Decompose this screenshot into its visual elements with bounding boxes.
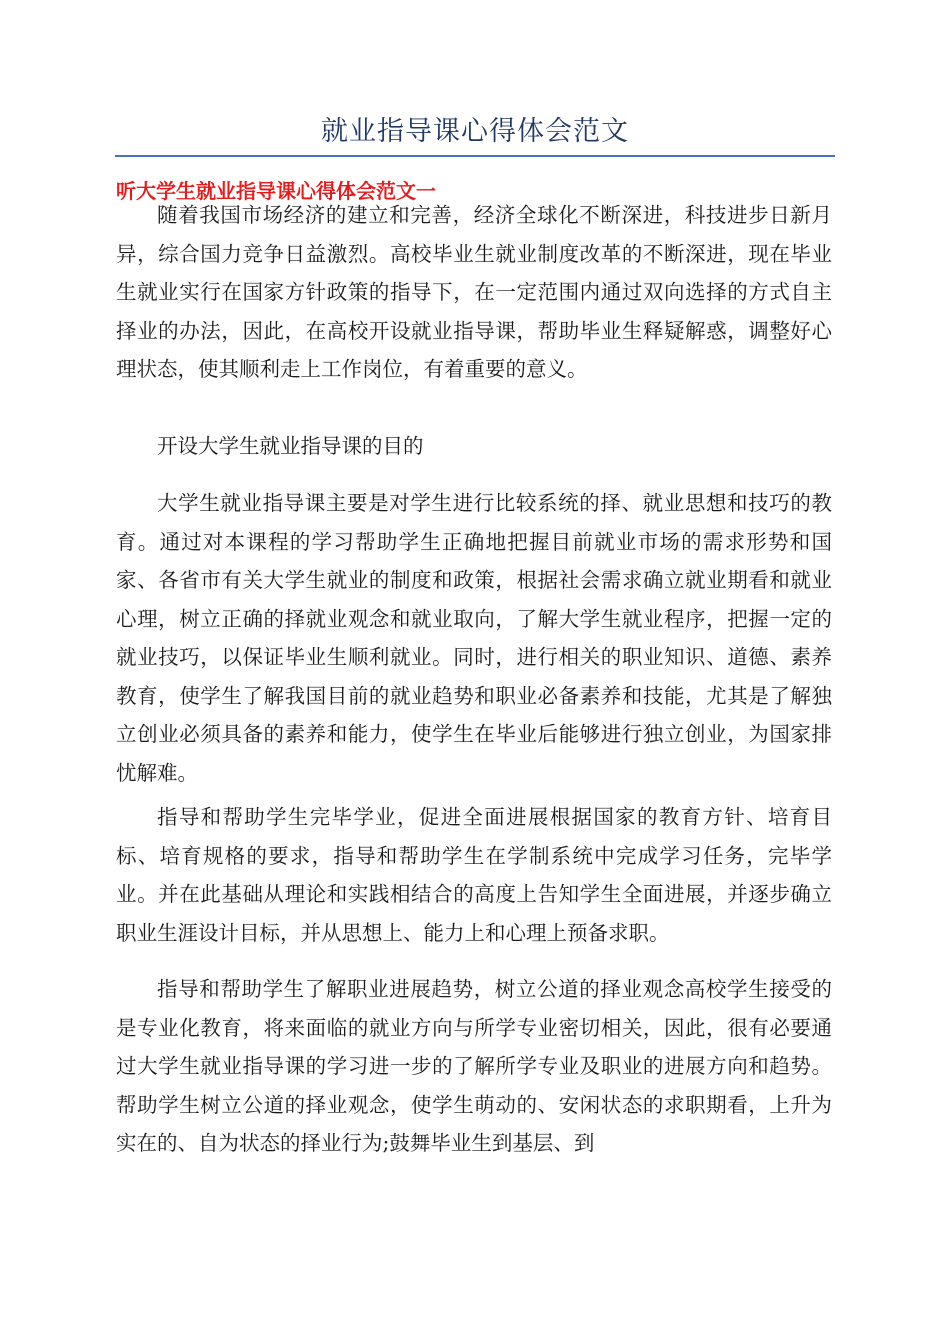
page-title: 就业指导课心得体会范文 (321, 116, 629, 147)
paragraph: 指导和帮助学生了解职业进展趋势，树立公道的择业观念高校学生接受的是专业化教育，将来面临的就业方向与所学专业密切相关，因此，很有必要通过大学生就业指导课的学习进一步的了解所学专业及职业的进展方向和趋势。帮助学生树立公道的择业观念，使学生萌动的、安闲状态的求职期看，上升为实在的、自为状态的择业行为;鼓舞毕业生到基层、到 (116, 977, 832, 1155)
paragraph: 大学生就业指导课主要是对学生进行比较系统的择、就业思想和技巧的教育。通过对本课程的学习帮助学生正确地把握目前就业市场的需求形势和国家、各省市有关大学生就业的制度和政策，根据社会需求确立就业期看和就业心理，树立正确的择就业观念和就业取向，了解大学生就业程序，把握一定的就业技巧，以保证毕业生顺利就业。同时，进行相关的职业知识、道德、素养教育，使学生了解我国目前的就业趋势和职业必备素养和技能，尤其是了解独立创业必须具备的素养和能力，使学生在毕业后能够进行独立创业，为国家排忧解难。 (116, 491, 832, 785)
paragraph: 随着我国市场经济的建立和完善，经济全球化不断深进，科技进步日新月异，综合国力竞争日益激烈。高校毕业生就业制度改革的不断深进，现在毕业生就业实行在国家方针政策的指导下，在一定范围内通过双向选择的方式自主择业的办法，因此，在高校开设就业指导课，帮助毕业生释疑解惑，调整好心理状态，使其顺利走上工作岗位，有着重要的意义。 (116, 203, 832, 381)
title-underline (115, 155, 835, 157)
paragraph: 开设大学生就业指导课的目的 (157, 434, 424, 458)
section-heading: 听大学生就业指导课心得体会范文一 (116, 179, 436, 203)
paragraph: 指导和帮助学生完毕学业，促进全面进展根据国家的教育方针、培育目标、培育规格的要求，指导和帮助学生在学制系统中完成学习任务，完毕学业。并在此基础从理论和实践相结合的高度上告知学生全面进展，并逐步确立职业生涯设计目标，并从思想上、能力上和心理上预备求职。 (116, 805, 832, 945)
